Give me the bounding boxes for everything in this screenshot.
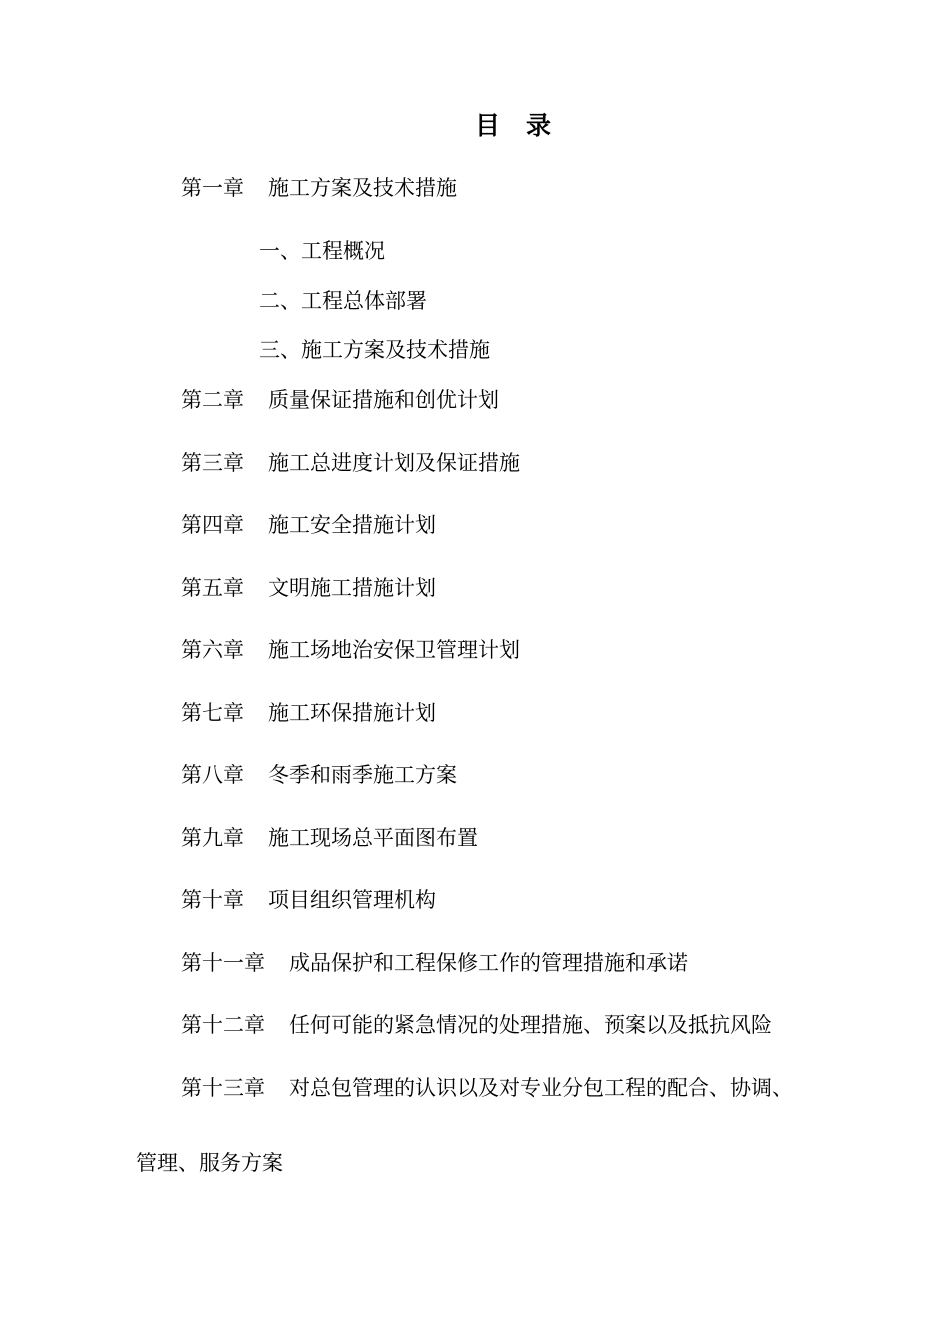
chapter-title: 施工总进度计划及保证措施 [268,451,520,475]
chapter-title: 任何可能的紧急情况的处理措施、预案以及抵抗风险 [289,1013,772,1037]
toc-entry-ch6 [181,637,520,663]
toc-entry-ch4 [181,512,436,538]
chapter-label: 第十章 [181,888,244,912]
chapter-title: 施工场地治安保卫管理计划 [268,638,520,662]
toc-entry-ch13-continuation: 管理、服务方案 [136,1151,283,1175]
chapter-label: 第七章 [181,701,244,725]
chapter-title: 冬季和雨季施工方案 [268,763,457,787]
toc-entry-ch12 [181,1012,772,1038]
toc-entry-ch8 [181,762,457,788]
chapter-title: 成品保护和工程保修工作的管理措施和承诺 [289,951,688,975]
chapter-label: 第二章 [181,388,244,412]
toc-section-1: 一、工程概况 [259,239,385,263]
chapter-title: 施工安全措施计划 [268,513,436,537]
chapter-label: 第十二章 [181,1013,265,1037]
chapter-label: 第三章 [181,451,244,475]
toc-entry-ch13 [181,1075,793,1101]
toc-entry-ch9 [181,825,478,851]
chapter-label: 第一章 [181,176,244,200]
chapter-label: 第九章 [181,826,244,850]
chapter-label: 第五章 [181,576,244,600]
chapter-label: 第四章 [181,513,244,537]
chapter-label: 第十一章 [181,951,265,975]
toc-title [0,106,950,142]
chapter-title: 文明施工措施计划 [268,576,436,600]
chapter-label: 第八章 [181,763,244,787]
toc-title-part1: 目 [474,111,500,140]
chapter-title: 对总包管理的认识以及对专业分包工程的配合、协调、 [289,1076,793,1100]
toc-entry-ch7 [181,700,436,726]
chapter-label: 第十三章 [181,1076,265,1100]
toc-section-3: 三、施工方案及技术措施 [259,338,490,362]
toc-entry-ch2 [181,387,499,413]
toc-entry-ch3 [181,450,520,476]
chapter-label: 第六章 [181,638,244,662]
toc-title-part2: 录 [526,111,552,140]
toc-entry-ch10 [181,887,436,913]
chapter-title: 质量保证措施和创优计划 [268,388,499,412]
chapter-title: 施工方案及技术措施 [268,176,457,200]
chapter-title: 施工环保措施计划 [268,701,436,725]
toc-entry-ch1 [181,175,457,201]
toc-entry-ch11 [181,950,688,976]
toc-entry-ch5 [181,575,436,601]
chapter-title: 项目组织管理机构 [268,888,436,912]
chapter-title: 施工现场总平面图布置 [268,826,478,850]
toc-section-2: 二、工程总体部署 [259,289,427,313]
